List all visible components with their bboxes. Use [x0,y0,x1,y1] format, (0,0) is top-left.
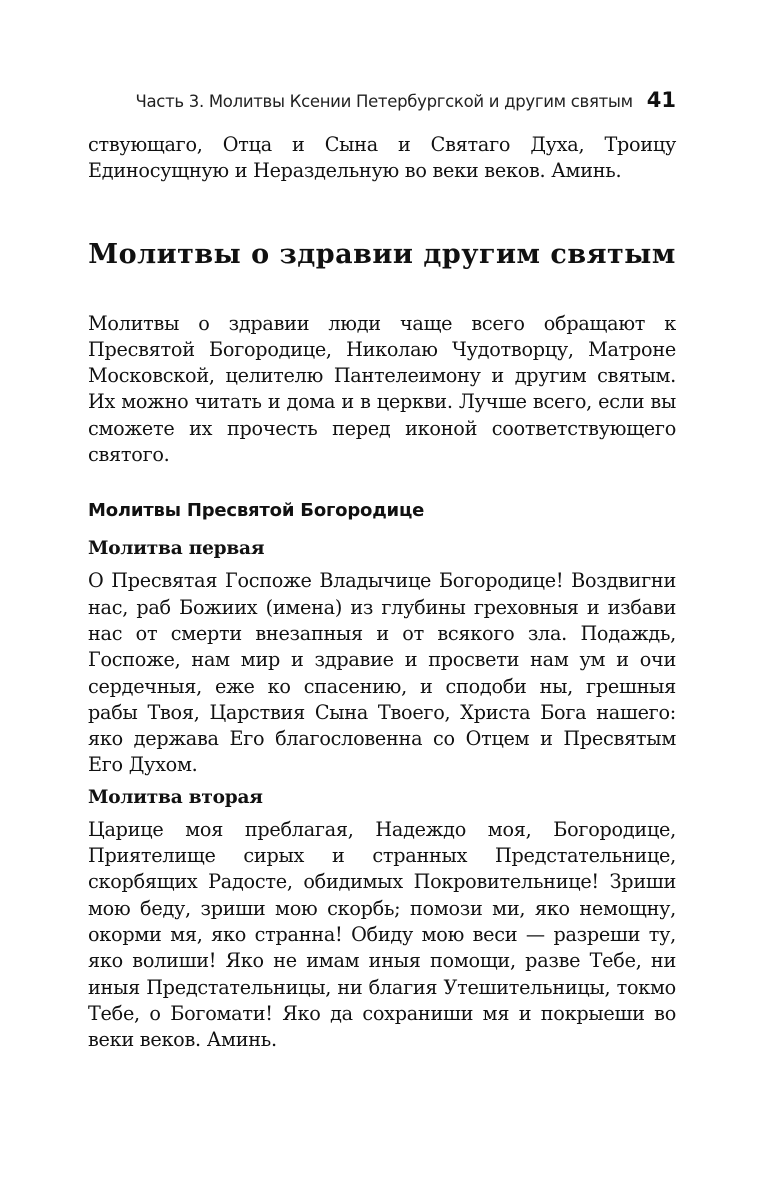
page-number: 41 [646,88,676,112]
section-title: Молитвы о здравии другим святым [88,238,676,270]
section-intro-paragraph: Молитвы о здравии люди чаще всего обращают к Пресвятой Богородице, Николаю Чудотворцу, Матроне Московской, целителю Пантелеимону и другим святым. Их можно читать и дома и в церкви. Лучше всего, если вы сможете их прочесть перед иконой соответствующего святого. [88,311,676,467]
running-title: Часть 3. Молитвы Ксении Петербургской и другим святым [135,92,633,111]
page-body [88,132,676,1053]
prayer-text-first: О Пресвятая Госпоже Владычице Богородице! Воздвигни нас, раб Божиих (имена) из глубины греховныя и избави нас от смерти внезапныя и от всякого зла. Подаждь, Госпоже, нам мир и здравие и просвети нам ум и очи сердечныя, еже ко спасению, и сподоби ны, грешныя рабы Твоя, Царствия Сына Твоего, Христа Бога нашего: яко держава Его благословенна со Отцем и Пресвятым Его Духом. [88,569,676,777]
running-head [88,88,676,116]
prayer-title-first: Молитва первая [88,538,265,560]
subsection-title: Молитвы Пресвятой Богородице [88,500,425,522]
prayer-text-second: Царице моя преблагая, Надеждо моя, Богородице, Приятелище сирых и странных Предстательнице, скорбящих Радосте, обидимых Покровительнице! Зриши мою беду, зриши мою скорбь; помози ми, яко немощну, окорми мя, яко странна! Обиду мою веси — разреши ту, яко волиши! Яко не имам иныя помощи, разве Тебе, ни иныя Предстательницы, ни благия Утешительницы, токмо Тебе, о Богомати! Яко да сохраниши мя и покрыеши во веки веков. Аминь. [88,817,676,1052]
continuation-paragraph: ствующаго, Отца и Сына и Святаго Духа, Троицу Единосущную и Нераздельную во веки веков. Аминь. [88,133,676,183]
prayer-title-second: Молитва вторая [88,786,263,808]
